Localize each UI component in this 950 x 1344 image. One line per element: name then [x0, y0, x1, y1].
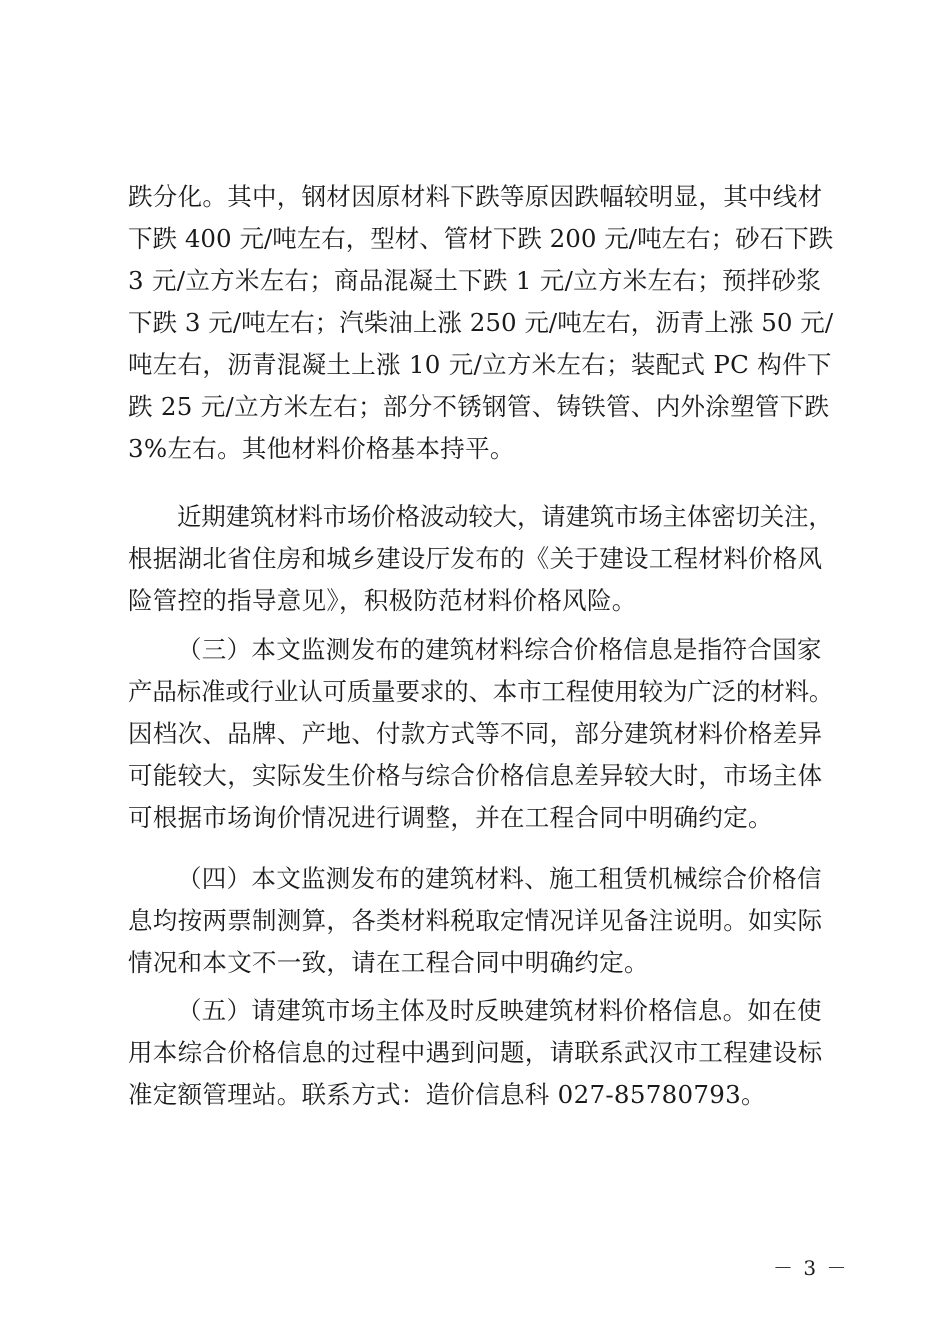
paragraph-price-changes — [128, 176, 833, 470]
text-line: 根据湖北省住房和城乡建设厅发布的《关于建设工程材料价格风 — [128, 544, 823, 573]
text-line: 情况和本文不一致，请在工程合同中明确约定。 — [128, 948, 649, 977]
text-line: 跌分化。其中，钢材因原材料下跌等原因跌幅较明显，其中线材 — [128, 182, 823, 211]
text-line: （三）本文监测发布的建筑材料综合价格信息是指符合国家 — [177, 635, 822, 664]
text-line: 3 元/立方米左右；商品混凝土下跌 1 元/立方米左右；预拌砂浆 — [128, 266, 822, 295]
text-line: 可能较大，实际发生价格与综合价格信息差异较大时，市场主体 — [128, 761, 823, 790]
text-line: 险管控的指导意见》，积极防范材料价格风险。 — [128, 586, 637, 615]
text-line: 下跌 3 元/吨左右；汽柴油上涨 250 元/吨左右，沥青上涨 50 元/ — [128, 308, 834, 337]
text-line: 因档次、品牌、产地、付款方式等不同，部分建筑材料价格差异 — [128, 719, 823, 748]
text-line: 跌 25 元/立方米左右；部分不锈钢管、铸铁管、内外涂塑管下跌 — [128, 392, 830, 421]
text-line: 近期建筑材料市场价格波动较大，请建筑市场主体密切关注， — [177, 502, 833, 531]
text-line: 可根据市场询价情况进行调整，并在工程合同中明确约定。 — [128, 803, 773, 832]
text-line: 准定额管理站。联系方式：造价信息科 027-85780793。 — [128, 1080, 766, 1109]
text-line: 息均按两票制测算，各类材料税取定情况详见备注说明。如实际 — [128, 906, 823, 935]
text-line: 产品标准或行业认可质量要求的、本市工程使用较为广泛的材料。 — [128, 677, 834, 706]
paragraph-risk-notice — [128, 496, 833, 622]
text-line: 3%左右。其他材料价格基本持平。 — [128, 434, 515, 463]
paragraph-section-5 — [128, 990, 833, 1116]
text-line: 下跌 400 元/吨左右，型材、管材下跌 200 元/吨左右；砂石下跌 — [128, 224, 834, 253]
text-line: 吨左右，沥青混凝土上涨 10 元/立方米左右；装配式 PC 构件下 — [128, 350, 832, 379]
paragraph-section-3 — [128, 629, 833, 839]
text-line: （五）请建筑市场主体及时反映建筑材料价格信息。如在使 — [177, 996, 822, 1025]
text-line: 用本综合价格信息的过程中遇到问题，请联系武汉市工程建设标 — [128, 1038, 823, 1067]
page-number: － 3 － — [773, 1256, 849, 1280]
paragraph-section-4 — [128, 858, 833, 984]
text-line: （四）本文监测发布的建筑材料、施工租赁机械综合价格信 — [177, 864, 822, 893]
